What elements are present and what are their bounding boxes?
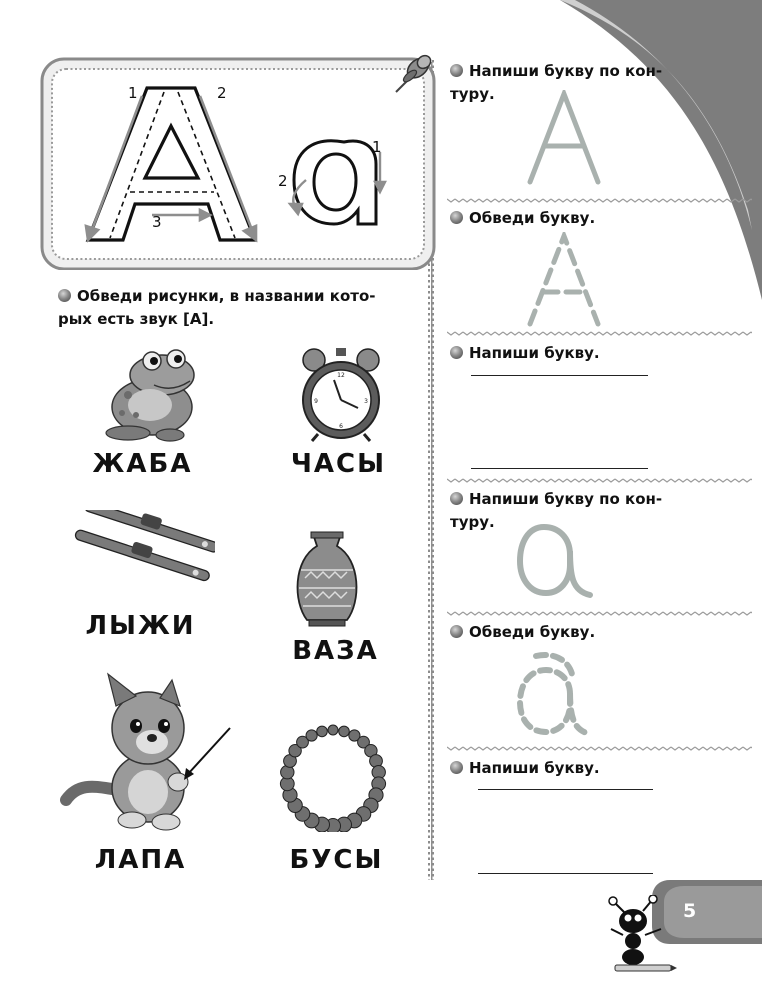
word-lyzhi: ЛЫЖИ [85, 611, 196, 641]
stroke-number-lower-1: 1 [372, 138, 382, 156]
svg-text:9: 9 [314, 398, 318, 405]
page-number: 5 [683, 900, 697, 922]
trace-letter-a-dashed [520, 232, 610, 332]
bullet-icon [450, 346, 463, 359]
uppercase-letter-a [80, 80, 290, 250]
bead [339, 726, 350, 737]
stroke-number-3: 3 [152, 213, 162, 231]
bullet-icon [450, 211, 463, 224]
write-line [471, 468, 648, 469]
frog-icon [100, 345, 200, 445]
write-line [471, 375, 648, 376]
section-divider [447, 478, 752, 483]
trace-letter-a-lower-solid [508, 515, 598, 605]
word-lapa: ЛАПА [94, 845, 187, 875]
right-task-3: Напиши букву. [450, 342, 750, 365]
section-divider [447, 746, 752, 751]
beads-icon [278, 722, 388, 832]
svg-text:6: 6 [339, 423, 343, 430]
alarm-clock-icon [298, 346, 384, 442]
right-task-2: Обведи букву. [450, 207, 750, 230]
bullet-icon [450, 64, 463, 77]
right-task-1: Напиши букву по кон- туру. [450, 62, 663, 103]
bead [306, 730, 317, 741]
word-chasy: ЧАСЫ [290, 449, 387, 479]
bead [328, 725, 338, 735]
right-task-5: Обведи букву. [450, 621, 750, 644]
section-divider [447, 611, 752, 616]
svg-text:3: 3 [364, 398, 368, 405]
bullet-icon [58, 289, 71, 302]
right-task-6: Напиши букву. [450, 757, 750, 780]
bead [317, 726, 328, 737]
bullet-icon [450, 492, 463, 505]
section-divider [447, 198, 752, 203]
svg-text:12: 12 [337, 372, 345, 379]
vase-icon [291, 530, 363, 630]
stroke-number-2: 2 [217, 84, 227, 102]
skis-icon [70, 510, 215, 590]
word-vaza: ВАЗА [292, 636, 379, 666]
section-divider [447, 331, 752, 336]
bullet-icon [450, 625, 463, 638]
pushpin-icon [388, 48, 436, 100]
right-task-4: Напиши букву по кон- туру. [450, 490, 663, 531]
trace-letter-a-lower-dashed [508, 648, 598, 740]
write-line [478, 873, 653, 874]
stroke-number-1: 1 [128, 84, 138, 102]
trace-letter-a-solid [520, 90, 610, 190]
word-busy: БУСЫ [289, 845, 384, 875]
word-zhaba: ЖАБА [92, 449, 193, 479]
left-task-instruction: Обведи рисунки, в названии кото- рых есть звук [А]. [58, 287, 376, 328]
stroke-number-lower-2: 2 [278, 172, 288, 190]
wolf-cub-icon [60, 670, 245, 835]
bullet-icon [450, 761, 463, 774]
ant-mascot-icon [605, 895, 677, 975]
write-line [478, 789, 653, 790]
